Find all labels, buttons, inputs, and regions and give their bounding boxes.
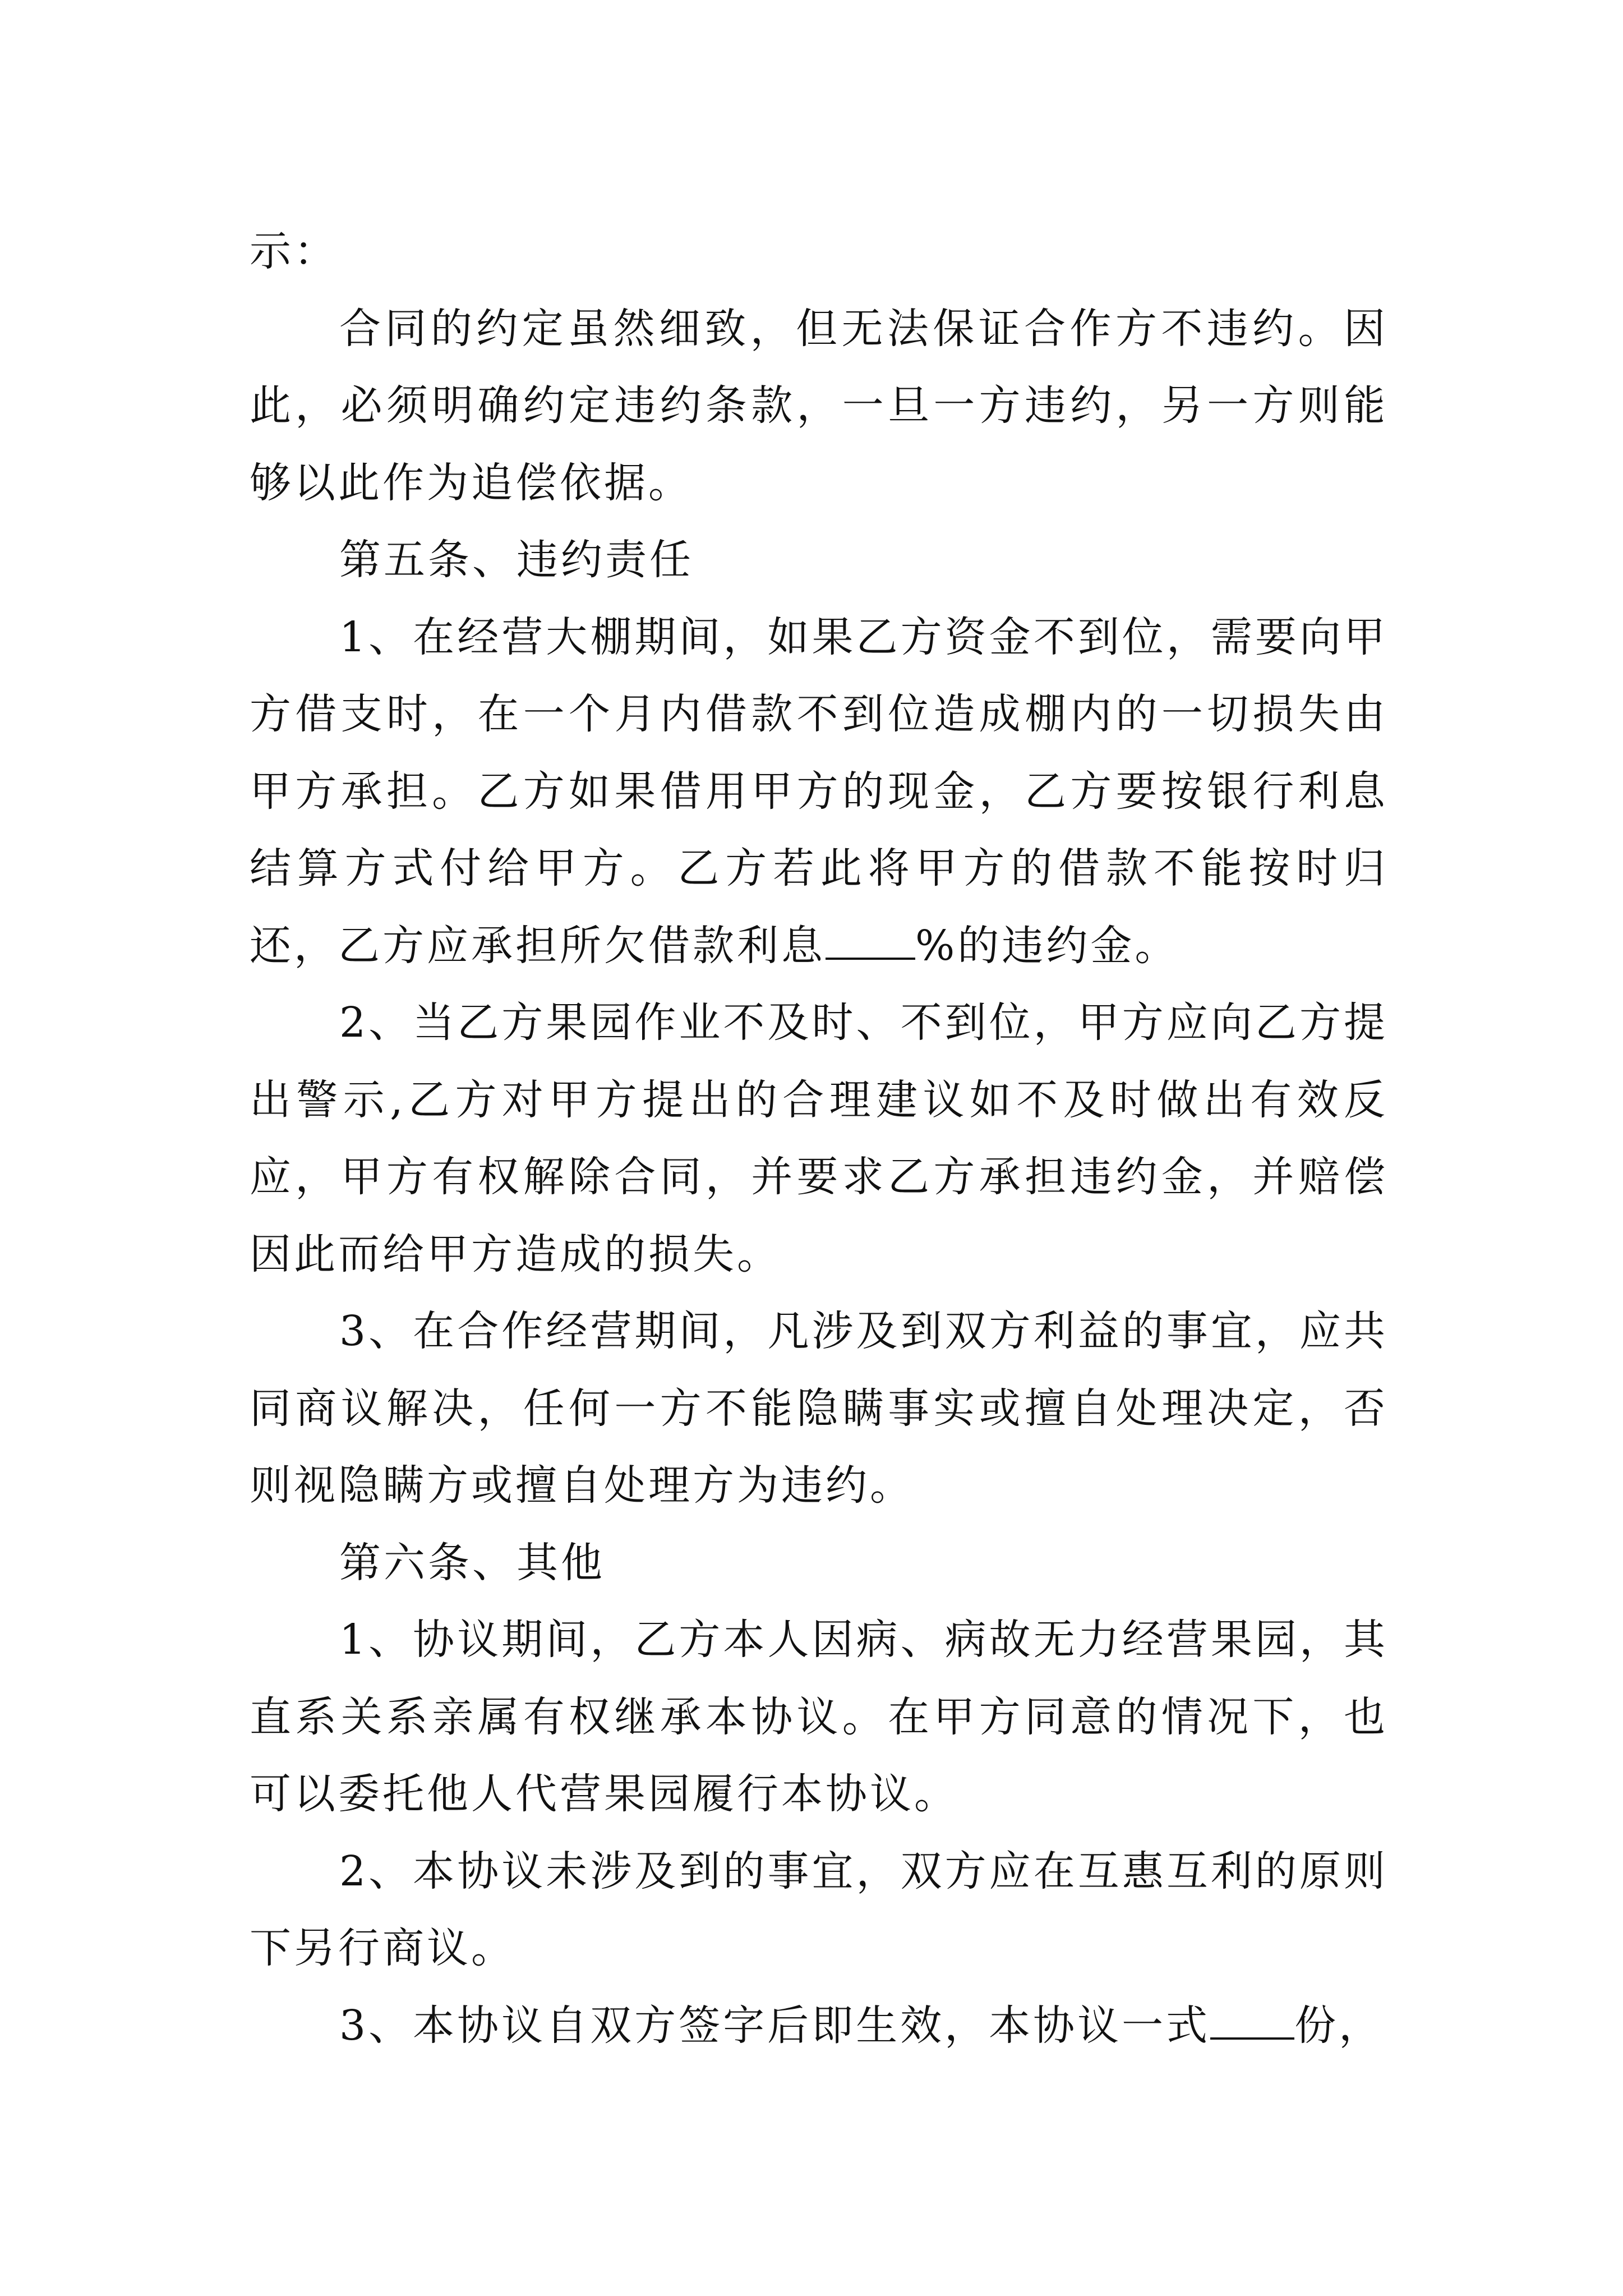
clause-6-3-text: 3、本协议自双方签字后即生效，本协议一式 bbox=[339, 2001, 1211, 2050]
section-heading-article-5: 第五条、违约责任 bbox=[339, 536, 694, 584]
document-body bbox=[250, 213, 1388, 2064]
clause-6-3 bbox=[250, 1987, 1388, 2065]
clause-6-2: 2、本协议未涉及到的事宜，双方应在互惠互利的原则下另行商议。 bbox=[250, 1847, 1388, 1972]
section-heading-article-6: 第六条、其他 bbox=[339, 1538, 605, 1587]
paragraph-continuation: 示： bbox=[250, 227, 338, 275]
clause-6-3-suffix: 份， bbox=[1294, 2001, 1384, 2050]
clause-5-1-text: 1、在经营大棚期间，如果乙方资金不到位，需要向甲方借支时，在一个月内借款不到位造成棚内的一切损失由甲方承担。乙方如果借用甲方的现金，乙方要按银行利息结算方式付给甲方。乙方若此将甲方的借款不能按时归还，乙方应承担所欠借款利息 bbox=[250, 613, 1388, 970]
fill-in-blank-rate bbox=[826, 923, 915, 960]
fill-in-blank-copies bbox=[1210, 2003, 1294, 2040]
clause-5-3: 3、在合作经营期间，凡涉及到双方利益的事宜，应共同商议解决，任何一方不能隐瞒事实或擅自处理决定，否则视隐瞒方或擅自处理方为违约。 bbox=[250, 1307, 1388, 1510]
clause-5-2: 2、当乙方果园作业不及时、不到位，甲方应向乙方提出警示,乙方对甲方提出的合理建议如不及时做出有效反应，甲方有权解除合同，并要求乙方承担违约金，并赔偿因此而给甲方造成的损失。 bbox=[250, 999, 1388, 1278]
clause-6-1: 1、协议期间，乙方本人因病、病故无力经营果园，其直系关系亲属有权继承本协议。在甲方同意的情况下，也可以委托他人代营果园履行本协议。 bbox=[250, 1616, 1388, 1818]
paragraph-intro: 合同的约定虽然细致，但无法保证合作方不违约。因此，必须明确约定违约条款，一旦一方违约，另一方则能够以此作为追偿依据。 bbox=[250, 304, 1388, 507]
clause-5-1-suffix: %的违约金。 bbox=[915, 921, 1179, 970]
clause-5-1 bbox=[250, 599, 1388, 985]
